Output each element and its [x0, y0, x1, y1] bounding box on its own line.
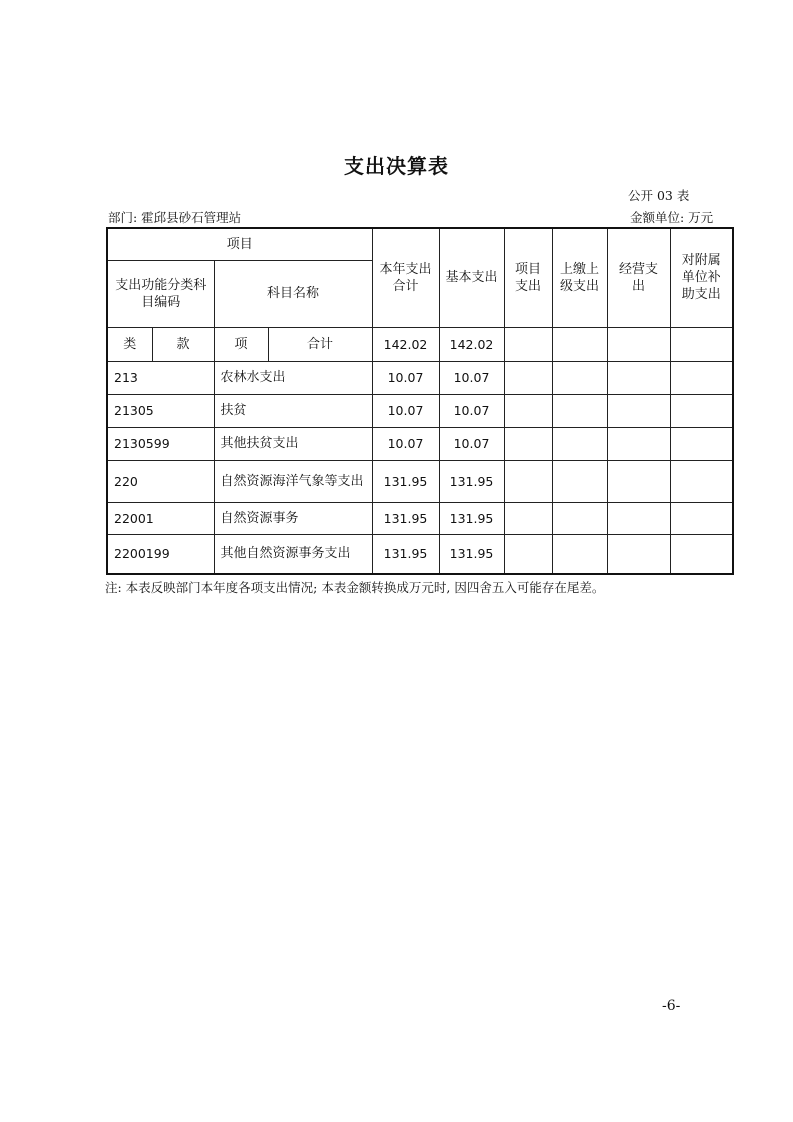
department-label: 部门: 霍邱县砂石管理站: [108, 210, 242, 225]
header-row-1: [107, 228, 733, 260]
header-lei: 类: [107, 327, 152, 361]
header-business: 经营支出: [607, 228, 670, 327]
business-cell: [607, 502, 670, 534]
page-title: 支出决算表: [344, 154, 449, 178]
project-cell: [504, 427, 552, 460]
upper-cell: [552, 361, 607, 394]
project-cell: [504, 534, 552, 574]
amount-unit-label: 金额单位: 万元: [630, 210, 714, 225]
header-project: 项目支出: [504, 228, 552, 327]
header-basic: 基本支出: [439, 228, 504, 327]
project-cell: [504, 327, 552, 361]
expenditure-table: [106, 227, 734, 575]
subsidy-cell: [670, 534, 733, 574]
table-row: [107, 394, 733, 427]
table-row: [107, 460, 733, 502]
upper-cell: [552, 394, 607, 427]
total-cell: 10.07: [372, 427, 439, 460]
project-cell: [504, 502, 552, 534]
code-cell: 2130599: [107, 427, 214, 460]
name-cell: 农林水支出: [214, 361, 372, 394]
code-cell: 22001: [107, 502, 214, 534]
header-item: 项目: [107, 228, 372, 260]
business-cell: [607, 427, 670, 460]
business-cell: [607, 394, 670, 427]
subsidy-cell: [670, 361, 733, 394]
upper-cell: [552, 534, 607, 574]
upper-cell: [552, 460, 607, 502]
header-subsidy: 对附属单位补助支出: [670, 228, 733, 327]
name-cell: 其他自然资源事务支出: [214, 534, 372, 574]
total-cell: 131.95: [372, 502, 439, 534]
form-number: 公开 03 表: [628, 188, 690, 203]
header-total: 本年支出合计: [372, 228, 439, 327]
subsidy-cell: [670, 394, 733, 427]
upper-cell: [552, 327, 607, 361]
code-cell: 213: [107, 361, 214, 394]
upper-cell: [552, 502, 607, 534]
total-cell: 10.07: [372, 361, 439, 394]
header-kuan: 款: [152, 327, 214, 361]
project-cell: [504, 361, 552, 394]
page-number: -6-: [662, 998, 681, 1014]
basic-cell: 10.07: [439, 427, 504, 460]
total-cell: 142.02: [372, 327, 439, 361]
code-cell: 220: [107, 460, 214, 502]
table-row: [107, 502, 733, 534]
name-cell: 自然资源事务: [214, 502, 372, 534]
total-row: [107, 327, 733, 361]
business-cell: [607, 327, 670, 361]
subsidy-cell: [670, 327, 733, 361]
basic-cell: 142.02: [439, 327, 504, 361]
header-func-code: 支出功能分类科目编码: [107, 260, 214, 327]
table-note: 注: 本表反映部门本年度各项支出情况; 本表金额转换成万元时, 因四舍五入可能存在尾差。: [105, 580, 605, 595]
total-cell: 10.07: [372, 394, 439, 427]
table-row: [107, 427, 733, 460]
subsidy-cell: [670, 460, 733, 502]
project-cell: [504, 394, 552, 427]
business-cell: [607, 361, 670, 394]
header-heji: 合计: [268, 327, 372, 361]
basic-cell: 10.07: [439, 361, 504, 394]
header-xiang: 项: [214, 327, 268, 361]
subsidy-cell: [670, 502, 733, 534]
business-cell: [607, 534, 670, 574]
basic-cell: 131.95: [439, 460, 504, 502]
header-upper: 上缴上级支出: [552, 228, 607, 327]
upper-cell: [552, 427, 607, 460]
basic-cell: 10.07: [439, 394, 504, 427]
total-cell: 131.95: [372, 534, 439, 574]
total-cell: 131.95: [372, 460, 439, 502]
name-cell: 自然资源海洋气象等支出: [214, 460, 372, 502]
subsidy-cell: [670, 427, 733, 460]
name-cell: 其他扶贫支出: [214, 427, 372, 460]
code-cell: 2200199: [107, 534, 214, 574]
header-subject-name: 科目名称: [214, 260, 372, 327]
table-row: [107, 361, 733, 394]
project-cell: [504, 460, 552, 502]
basic-cell: 131.95: [439, 534, 504, 574]
table-row: [107, 534, 733, 574]
business-cell: [607, 460, 670, 502]
basic-cell: 131.95: [439, 502, 504, 534]
code-cell: 21305: [107, 394, 214, 427]
name-cell: 扶贫: [214, 394, 372, 427]
